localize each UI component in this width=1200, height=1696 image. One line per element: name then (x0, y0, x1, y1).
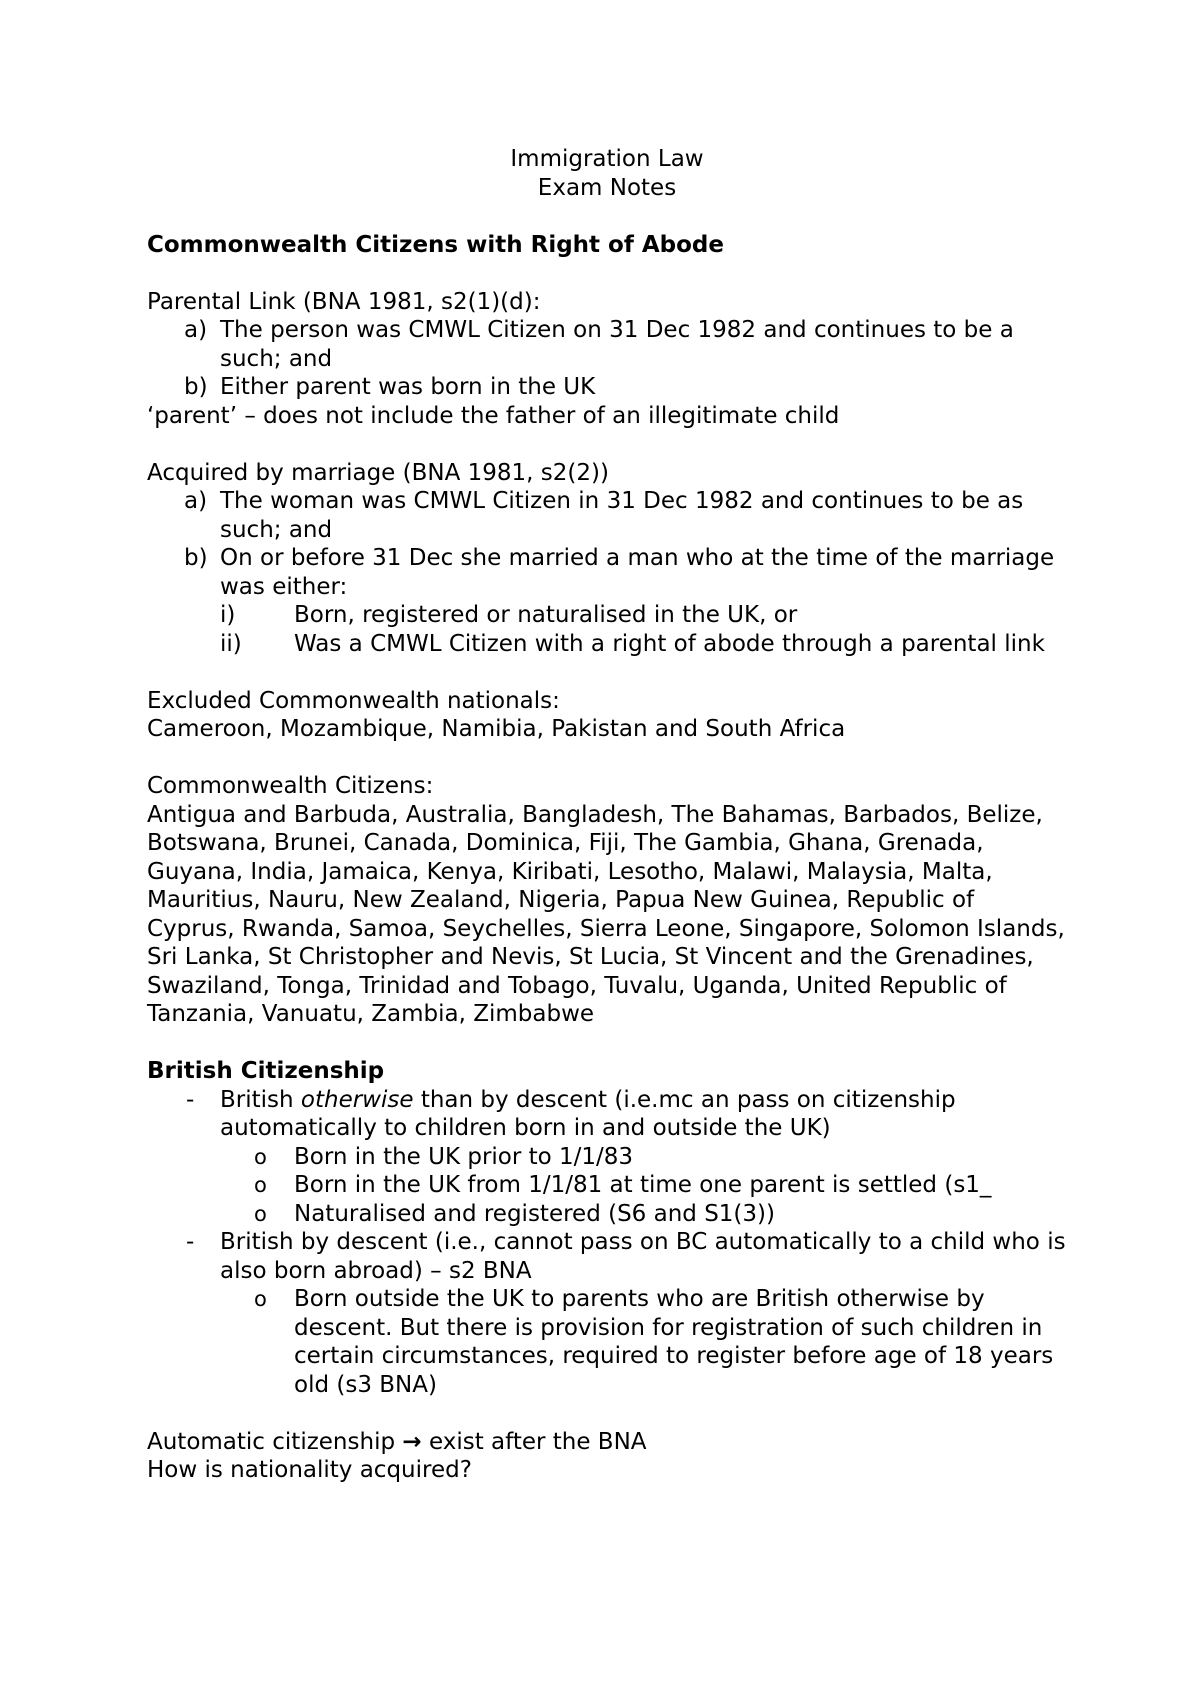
emphasis-text: otherwise (300, 1086, 414, 1113)
circle-bullet-marker: o (254, 1173, 267, 1197)
sub-list-item (147, 601, 1067, 630)
section-heading-abode: Commonwealth Citizens with Right of Abode (147, 231, 724, 258)
section-heading-british-citizenship: British Citizenship (147, 1058, 385, 1084)
list-item-text: The person was CMWL Citizen on 31 Dec 1982 and continues to be a such; and (220, 317, 1014, 372)
list-marker: a) (184, 488, 208, 514)
sub-list-item (147, 1171, 1067, 1200)
sub-list-item-text: Was a CMWL Citizen with a right of abode through a parental link (294, 630, 1045, 657)
circle-bullet-marker: o (254, 1201, 267, 1226)
dash-marker: - (186, 1086, 195, 1113)
circle-bullet-marker: o (254, 1144, 267, 1169)
list-item-text: British by descent (i.e., cannot pass on BC automatically to a child who is also born abroad) – s2 BNA (220, 1229, 1066, 1284)
document-subtitle: Exam Notes (537, 174, 677, 201)
sub-list-item (147, 630, 1067, 659)
list-item (147, 1086, 1067, 1143)
list-marker: a) (184, 317, 208, 343)
excluded-title: Excluded Commonwealth nationals: (147, 687, 560, 714)
list-item-text: The woman was CMWL Citizen in 31 Dec 1982 and continues to be as such; and (220, 488, 1024, 543)
sub-list-marker: ii) (220, 630, 242, 657)
list-marker: b) (184, 545, 208, 571)
parent-definition-note: ‘parent’ – does not include the father of an illegitimate child (147, 402, 840, 429)
excluded-list: Cameroon, Mozambique, Namibia, Pakistan and South Africa (147, 716, 846, 742)
list-item (147, 373, 1067, 402)
sub-list-item (147, 1143, 1067, 1172)
commonwealth-citizens-list: Antigua and Barbuda, Australia, Bangladesh, The Bahamas, Barbados, Belize, Botswana, Brunei, Canada, Dominica, Fiji, The Gambia, Ghana, Grenada, Guyana, India, Jamaica, Kenya, Kiribati, Lesotho, Malawi, Malaysia, Malta, Mauritius, Nauru, New Zealand, Nigeria, Papua New Guinea, Republic of Cyprus, Rwanda, Samoa, Seychelles, Sierra Leone, Singapore, Solomon Islands, Sri Lanka, St Christopher and Nevis, St Lucia, St Vincent and the Grenadines, Swaziland, Tonga, Trinidad and Tobago, Tuvalu, Uganda, United Republic of Tanzania, Vanuatu, Zambia, Zimbabwe (147, 801, 1065, 1027)
sub-list-item-text: Born, registered or naturalised in the UK, or (294, 602, 798, 628)
circle-bullet-marker: o (254, 1287, 267, 1311)
sub-list-item-text: Naturalised and registered (S6 and S1(3)) (294, 1200, 775, 1227)
list-item-text: British otherwise than by descent (i.e.mc an pass on citizenship automatically to children born in and outside the UK) (220, 1086, 956, 1141)
nationality-question: How is nationality acquired? (147, 1457, 472, 1483)
sub-list-item-text: Born in the UK from 1/1/81 at time one parent is settled (s1_ (294, 1172, 992, 1198)
list-item-text: Either parent was born in the UK (220, 374, 596, 400)
automatic-citizenship-line: Automatic citizenship → exist after the BNA (147, 1428, 647, 1455)
right-arrow-icon: → (402, 1428, 422, 1455)
sub-list-item (147, 1200, 1067, 1229)
sub-list-item-text: Born outside the UK to parents who are British otherwise by descent. But there is provision for registration of such children in certain circumstances, required to register before age of 18 years old (s3 BNA) (294, 1286, 1054, 1398)
list-item-text: On or before 31 Dec she married a man who at the time of the marriage was either: (220, 545, 1055, 600)
marriage-title: Acquired by marriage (BNA 1981, s2(2)) (147, 459, 609, 486)
list-marker: b) (184, 374, 208, 400)
list-item (147, 1228, 1067, 1285)
document-content (147, 145, 1067, 1485)
parental-link-title: Parental Link (BNA 1981, s2(1)(d): (147, 288, 541, 315)
dash-marker: - (186, 1229, 195, 1255)
commonwealth-citizens-title: Commonwealth Citizens: (147, 773, 434, 799)
list-item (147, 544, 1067, 601)
sub-list-marker: i) (220, 602, 236, 628)
document-title: Immigration Law (510, 146, 704, 172)
sub-list-item (147, 1285, 1067, 1399)
list-item (147, 487, 1067, 544)
list-item (147, 316, 1067, 373)
sub-list-item-text: Born in the UK prior to 1/1/83 (294, 1143, 634, 1170)
